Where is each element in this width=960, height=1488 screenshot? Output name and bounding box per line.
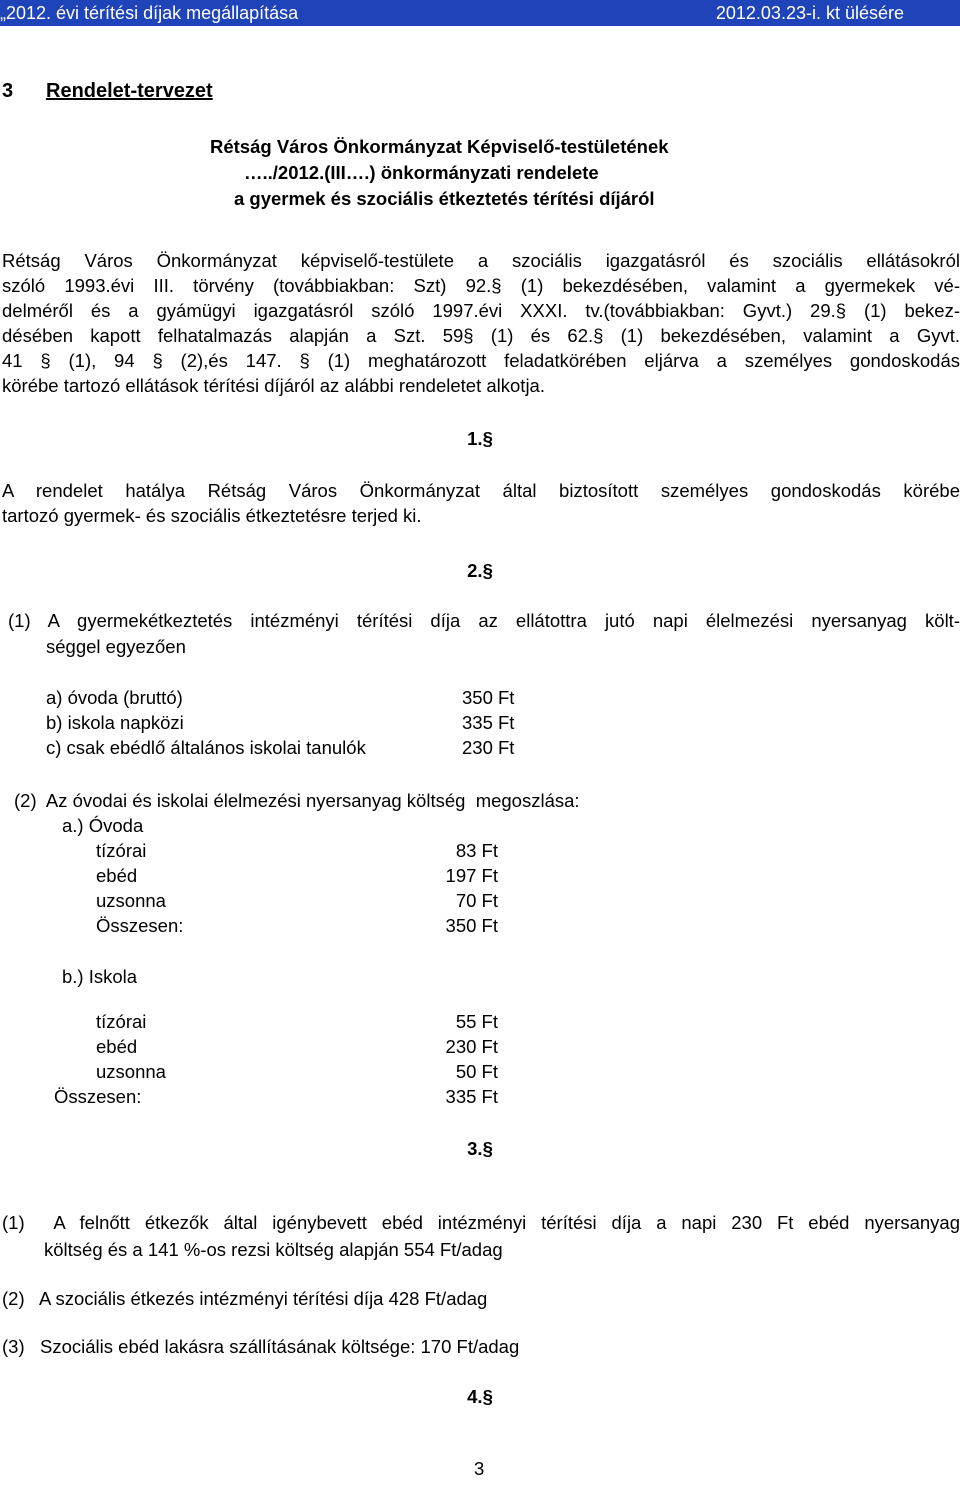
header-left: „2012. évi térítési díjak megállapítása [0, 3, 299, 23]
section-2-p2: (2) Az óvodai és iskolai élelmezési nyersanyag költség megoszlása: [14, 790, 580, 811]
section-2-title: 2.§ [467, 560, 493, 581]
title-line-2: …../2012.(III….) önkormányzati rendelete [244, 162, 599, 183]
section-1-line: tartozó gyermek- és szociális étkeztetésre terjed ki. [2, 505, 422, 526]
title-line-3: a gyermek és szociális étkeztetés térítési díjáról [234, 188, 655, 209]
iskola-item-value: 230 Ft [445, 1036, 498, 1057]
section-3-p2: (2) A szociális étkezés intézményi térítési díja 428 Ft/adag [2, 1288, 488, 1309]
ovoda-total-label: Összesen: [96, 915, 184, 936]
heading-number: 3 [2, 80, 14, 102]
section-4-title: 4.§ [467, 1386, 493, 1407]
iskola-item-label: uzsonna [96, 1061, 166, 1082]
title-line-1: Rétság Város Önkormányzat Képviselő-testületének [210, 136, 669, 157]
section-3-p3: (3) Szociális ebéd lakásra szállításának költsége: 170 Ft/adag [2, 1336, 520, 1357]
fee-value: 335 Ft [462, 712, 515, 733]
ovoda-item-value: 83 Ft [455, 840, 498, 861]
iskola-total-value: 335 Ft [445, 1086, 498, 1107]
fee-label: b) iskola napközi [46, 712, 184, 733]
preamble-line: körébe tartozó ellátások térítési díjáról az alábbi rendeletet alkotja. [2, 375, 545, 396]
fee-label: a) óvoda (bruttó) [46, 687, 183, 708]
preamble-line: 41 § (1), 94 § (2),és 147. § (1) meghatározott feladatkörében eljárva a személyes gondoskodás [2, 350, 960, 371]
fee-value: 230 Ft [462, 737, 515, 758]
preamble-line: Rétság Város Önkormányzat képviselő-testülete a szociális igazgatásról és szociális ellátásokról [2, 250, 960, 271]
preamble-line: delméről és a gyámügyi igazgatásról szóló 1997.évi XXXI. tv.(továbbiakban: Gyvt.) 29.§ (1) bekez- [2, 300, 960, 321]
ovoda-total-value: 350 Ft [445, 915, 498, 936]
iskola-item-label: tízórai [96, 1011, 147, 1032]
fee-label: c) csak ebédlő általános iskolai tanulók [46, 737, 366, 758]
section-3-p1-line2: költség és a 141 %-os rezsi költség alapján 554 Ft/adag [44, 1239, 503, 1260]
section-1-line: A rendelet hatálya Rétság Város Önkormányzat által biztosított személyes gondoskodás körébe [2, 480, 960, 501]
preamble [2, 248, 960, 398]
iskola-title: b.) Iskola [62, 966, 138, 987]
ovoda-item-label: tízórai [96, 840, 147, 861]
section-3-p1-line1: (1) A felnőtt étkezők által igénybevett ebéd intézményi térítési díja a napi 230 Ft ebéd nyersanyag [2, 1212, 960, 1233]
page-number: 3 [474, 1458, 485, 1479]
iskola-item-label: ebéd [96, 1036, 138, 1057]
ovoda-item-value: 197 Ft [445, 865, 498, 886]
iskola-total-label: Összesen: [54, 1086, 142, 1107]
ovoda-item-label: ebéd [96, 865, 138, 886]
section-2-p1-line2: séggel egyezően [46, 636, 186, 657]
fee-value: 350 Ft [462, 687, 515, 708]
section-1-title: 1.§ [467, 428, 493, 449]
ovoda-item-value: 70 Ft [455, 890, 498, 911]
preamble-line: szóló 1993.évi III. törvény (továbbiakban: Szt) 92.§ (1) bekezdésében, valamint a gyermekek vé- [2, 275, 960, 296]
section-1-text [2, 478, 960, 528]
preamble-line: désében kapott felhatalmazás alapján a Szt. 59§ (1) és 62.§ (1) bekezdésében, valamint a Gyvt. [2, 325, 960, 346]
header-right: 2012.03.23-i. kt ülésére [715, 3, 904, 23]
section-2-p1-line1: (1) A gyermekétkeztetés intézményi térítési díja az ellátottra jutó napi élelmezési nyersanyag költ- [8, 610, 960, 631]
ovoda-title: a.) Óvoda [62, 815, 144, 836]
section-3-title: 3.§ [467, 1138, 493, 1159]
ovoda-item-label: uzsonna [96, 890, 166, 911]
iskola-item-value: 55 Ft [455, 1011, 498, 1032]
header-bar [0, 0, 960, 26]
heading-title: Rendelet-tervezet [46, 80, 213, 102]
iskola-item-value: 50 Ft [455, 1061, 498, 1082]
